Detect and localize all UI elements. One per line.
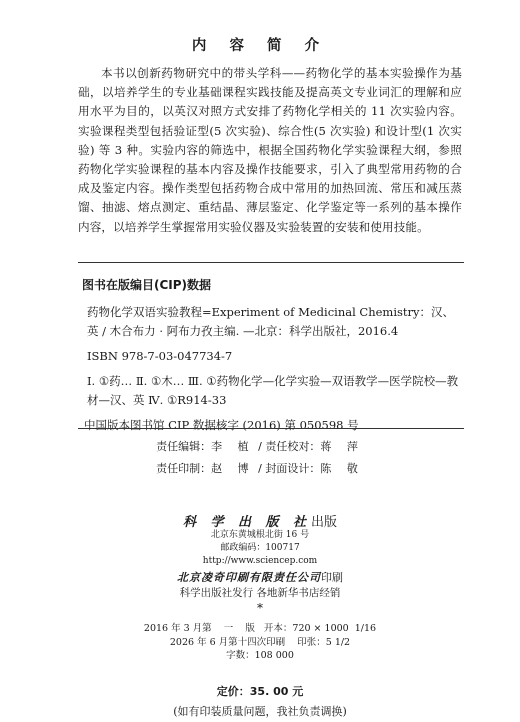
print-specs xyxy=(0,622,520,663)
proof-label: 责任校对： xyxy=(265,440,321,453)
quality-notice: (如有印装质量问题，我社负责调换) xyxy=(173,705,347,718)
staff-credits xyxy=(0,436,520,480)
editor-label: 责任编辑： xyxy=(156,440,212,453)
publisher-name-logo: 科 学 出 版 社 xyxy=(182,515,312,530)
proof-name: 蒋 萍 xyxy=(320,440,364,453)
print-name: 赵 博 xyxy=(211,462,255,475)
distribution-line: 科学出版社发行 各地新华书店经销 xyxy=(179,587,341,599)
design-name: 陈 敬 xyxy=(320,462,364,475)
cip-classification: Ⅰ. ①药… Ⅱ. ①木… Ⅲ. ①药物化学—化学实验—双语教学—医学院校—教材—汉、英 Ⅳ. ①R914-33 xyxy=(87,374,459,407)
summary-paragraph: 本书以创新药物研究中的带头学科——药物化学的基本实验操作为基础，以培养学生的专业基础课程实践技能及提高英文专业词汇的理解和应用水平为目的，以英汉对照方式安排了药物化学相关的 11 次实验内容。实验课程类型包括验证型(5 次实验)、综合性(5 次实验) 和设计型(1 次实验) 等 3 种。实验内容的筛选中，根据全国药物化学实验课程大纲，参照药物化学实验课程的基本内容及操作技能要求，引入了典型常用药物的合成及鉴定内容。操作类型包括药物合成中常用的加热回流、常压和减压蒸馏、抽滤、熔点测定、重结晶、薄层鉴定、化学鉴定等一系列的基本操作内容，以培养学生掌握常用实验仪器及实验装置的安装和使用技能。 xyxy=(78,66,462,234)
publisher-line xyxy=(0,511,520,530)
publisher-address: 北京东黄城根北街 16 号 xyxy=(210,530,310,540)
cip-isbn: ISBN 978-7-03-047734-7 xyxy=(87,349,233,363)
publisher-postal: 邮政编码：100717 xyxy=(220,543,300,553)
cip-title-line: 药物化学双语实验教程=Experiment of Medicinal Chemistry：汉、英 / 木合布力 · 阿布力孜主编. —北京：科学出版社，2016.4 xyxy=(87,305,455,338)
printer-suffix: 印刷 xyxy=(321,571,343,584)
staff-row-2: 责任印制：赵 博 / 封面设计：陈 敬 xyxy=(156,462,364,475)
cip-data-number: 中国版本图书馆 CIP 数据核字 (2016) 第 050598 号 xyxy=(84,418,359,432)
printing-line: 2026 年 6 月第十四次印刷 印张：5 1/2 xyxy=(169,636,351,648)
price: 定价：35. 00 元 xyxy=(216,685,304,698)
page-title: 内 容 简 介 xyxy=(191,38,329,54)
separator-star: * xyxy=(257,601,263,615)
staff-row-1: 责任编辑：李 植 / 责任校对：蒋 萍 xyxy=(156,440,364,453)
publisher-url: http://www.sciencep.com xyxy=(202,556,318,566)
editor-name: 李 植 xyxy=(211,440,255,453)
divider-bottom xyxy=(78,428,464,429)
publisher-suffix: 出版 xyxy=(311,515,338,530)
printer-line xyxy=(0,569,520,585)
cip-heading: 图书在版编目(CIP)数据 xyxy=(82,278,212,292)
printer-name-logo: 北京凌奇印刷有限责任公司 xyxy=(177,571,321,584)
content-summary xyxy=(78,64,462,237)
divider-top xyxy=(78,262,464,263)
design-label: 封面设计： xyxy=(265,462,321,475)
word-count: 字数：108 000 xyxy=(226,650,294,661)
edition-line: 2016 年 3 月第 一 版 开本：720 × 1000 1/16 xyxy=(143,623,377,634)
print-label: 责任印制： xyxy=(156,462,212,475)
cip-block xyxy=(84,303,464,435)
